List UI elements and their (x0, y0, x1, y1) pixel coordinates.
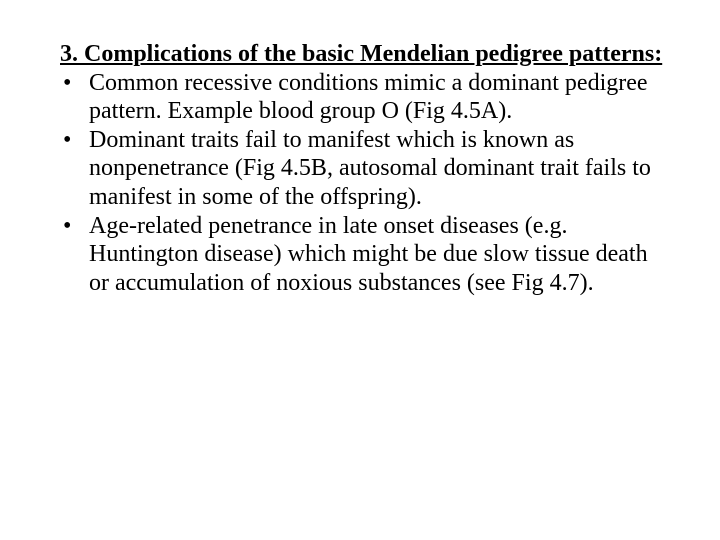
bullet-dot-icon: • (63, 69, 72, 96)
bullet-dot-icon: • (63, 126, 72, 153)
slide-content (60, 40, 670, 297)
bullet-text: Age-related penetrance in late onset diseases (e.g. Huntington disease) which might be due slow tissue death or accumulation of noxious substances (see Fig 4.7). (89, 212, 648, 296)
bullet-text: Common recessive conditions mimic a dominant pedigree pattern. Example blood group O (Fig 4.5A). (89, 69, 648, 125)
bullet-item (60, 126, 670, 212)
bullet-dot-icon: • (63, 212, 72, 239)
bullet-list (60, 69, 670, 298)
bullet-item (60, 212, 670, 298)
bullet-item (60, 69, 670, 126)
bullet-text: Dominant traits fail to manifest which is known as nonpenetrance (Fig 4.5B, autosomal dominant trait fails to manifest in some of the offspring). (89, 126, 651, 210)
slide-heading: 3. Complications of the basic Mendelian pedigree patterns: (60, 41, 663, 67)
